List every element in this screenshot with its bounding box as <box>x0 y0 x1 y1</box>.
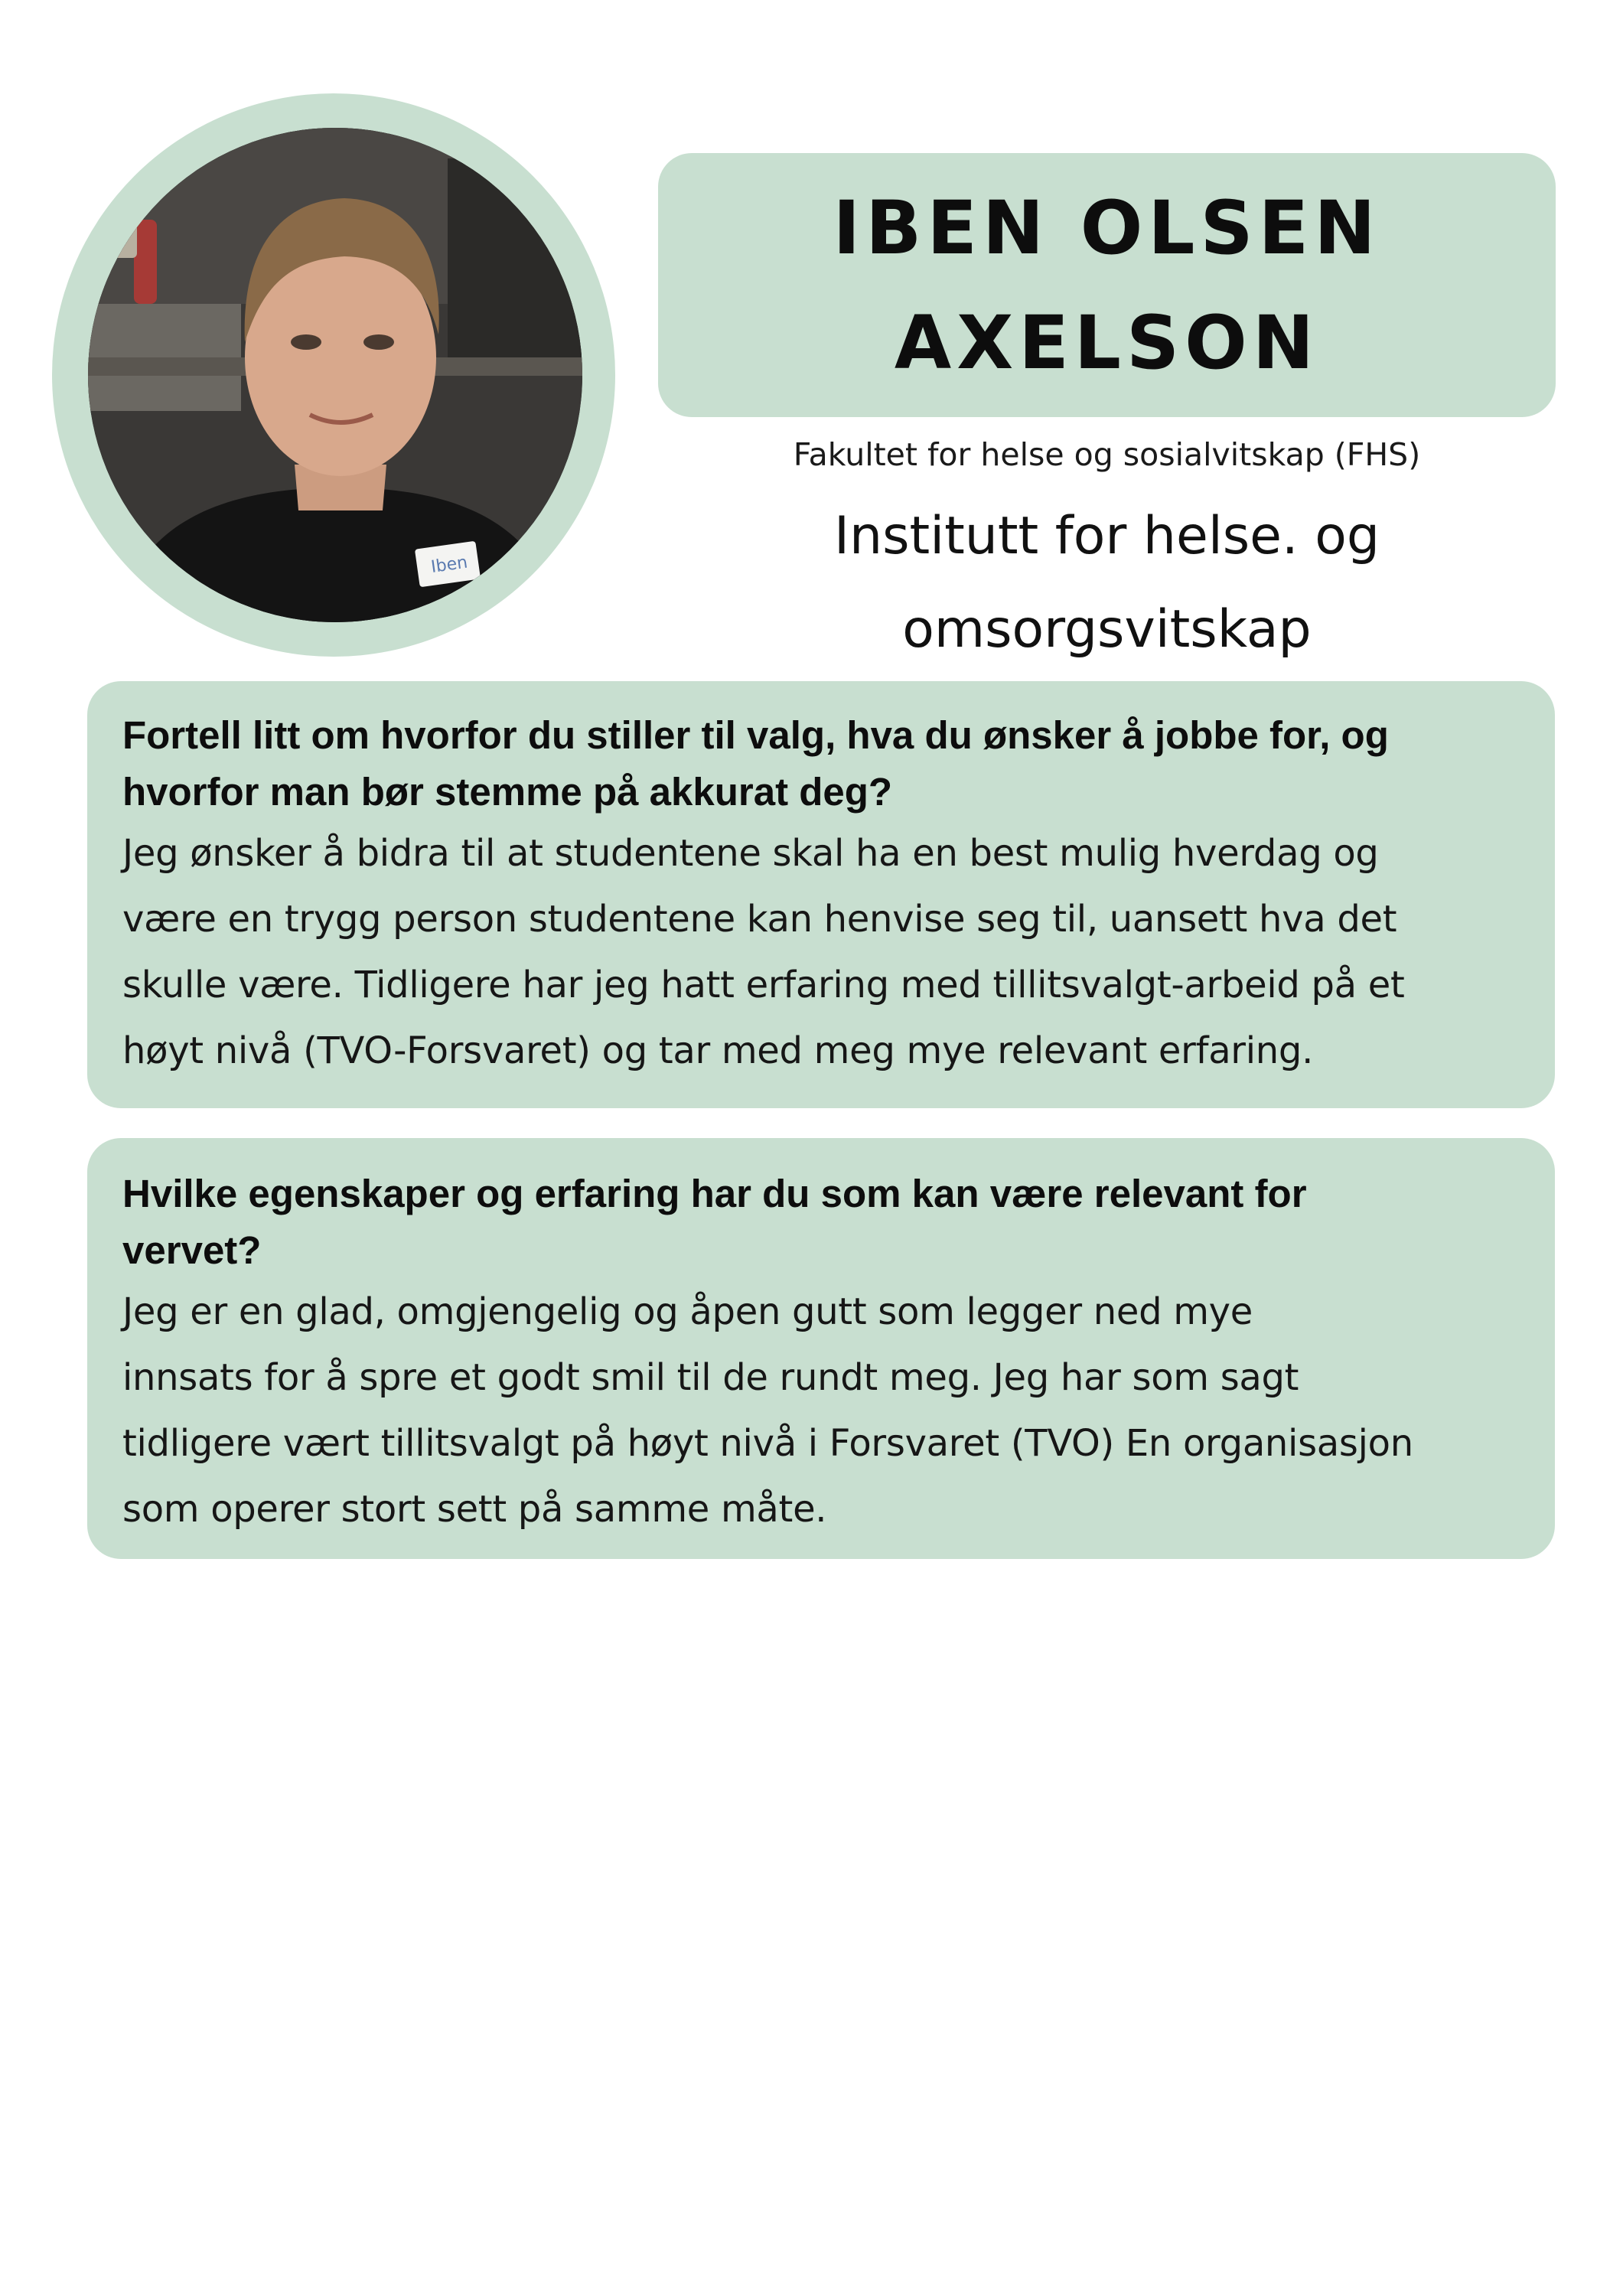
qa-card-motivation <box>87 681 1555 1108</box>
name-banner <box>658 153 1556 417</box>
answer-text <box>122 1279 1521 1542</box>
faculty-label: Fakultet for helse og sosialvitskap (FHS) <box>793 436 1421 473</box>
candidate-name <box>833 171 1380 400</box>
answer-line: innsats for å spre et godt smil til de rundt meg. Jeg har som sagt <box>122 1356 1299 1399</box>
answer-line: høyt nivå (TVO-Forsvaret) og tar med meg mye relevant erfaring. <box>122 1029 1314 1072</box>
question-line: hvorfor man bør stemme på akkurat deg? <box>122 770 893 814</box>
answer-text <box>122 820 1521 1084</box>
question-heading <box>122 707 1521 820</box>
photo-name-tag: Iben <box>429 553 469 577</box>
profile-photo <box>88 128 582 622</box>
question-line: vervet? <box>122 1228 262 1272</box>
institute-label <box>658 490 1556 677</box>
answer-line: tidligere vært tillitsvalgt på høyt nivå i Forsvaret (TVO) En organisasjon <box>122 1422 1413 1465</box>
candidate-name-line-1: IBEN OLSEN <box>833 184 1381 271</box>
answer-line: Jeg ønsker å bidra til at studentene skal ha en best mulig hverdag og <box>122 832 1379 875</box>
question-line: Hvilke egenskaper og erfaring har du som kan være relevant for <box>122 1172 1307 1215</box>
question-line: Fortell litt om hvorfor du stiller til valg, hva du ønsker å jobbe for, og <box>122 713 1389 757</box>
answer-line: Jeg er en glad, omgjengelig og åpen gutt som legger ned mye <box>122 1290 1253 1333</box>
answer-line: skulle være. Tidligere har jeg hatt erfaring med tillitsvalgt-arbeid på et <box>122 964 1405 1006</box>
institute-line-1: Institutt for helse. og <box>833 506 1380 566</box>
candidate-name-line-2: AXELSON <box>894 299 1320 386</box>
answer-line: som operer stort sett på samme måte. <box>122 1488 827 1531</box>
answer-line: være en trygg person studentene kan henvise seg til, uansett hva det <box>122 898 1397 941</box>
question-heading <box>122 1166 1521 1279</box>
qa-card-qualities <box>87 1138 1555 1559</box>
institute-line-2: omsorgsvitskap <box>902 599 1312 660</box>
